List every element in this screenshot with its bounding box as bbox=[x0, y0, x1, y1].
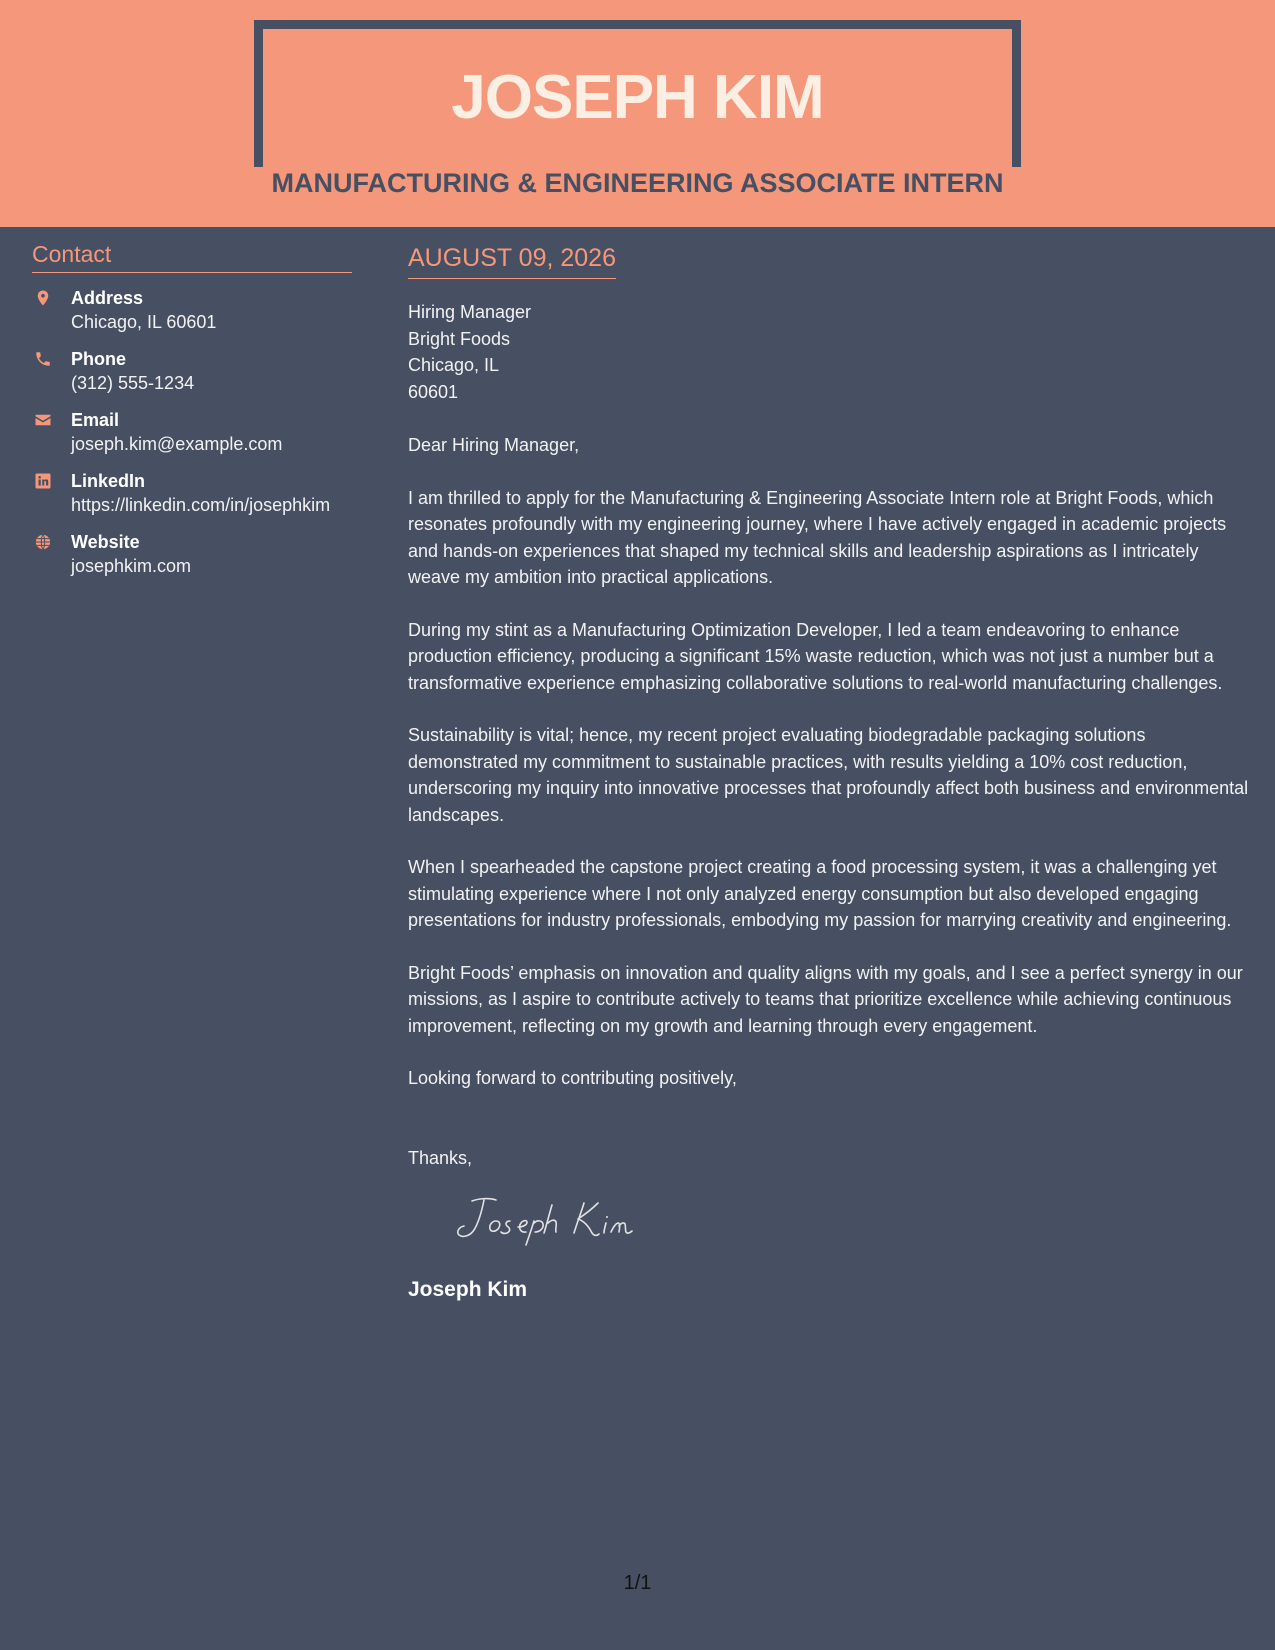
handwritten-signature bbox=[444, 1191, 664, 1247]
salutation: Dear Hiring Manager, bbox=[408, 435, 580, 455]
contact-value: (312) 555-1234 bbox=[71, 373, 195, 393]
map-pin-icon bbox=[34, 289, 52, 307]
closing-line: Looking forward to contributing positively, bbox=[408, 1068, 737, 1088]
recipient-line: Bright Foods bbox=[408, 328, 511, 349]
header-banner bbox=[0, 0, 1275, 227]
contact-linkedin bbox=[32, 469, 352, 517]
contact-value: joseph.kim@example.com bbox=[71, 434, 283, 454]
phone-icon bbox=[34, 350, 52, 368]
contact-email bbox=[32, 408, 352, 456]
page-number: 1/1 bbox=[623, 1572, 652, 1594]
signer-name: Joseph Kim bbox=[408, 1278, 528, 1301]
contact-heading: Contact bbox=[32, 240, 352, 273]
body-paragraph: When I spearheaded the capstone project creating a food processing system, it was a challenging yet stimulating experience where I not only analyzed energy consumption but also developed engaging presentations for industry professionals, embodying my passion for marrying creativity and engineering. bbox=[408, 857, 1232, 930]
applicant-name: JOSEPH KIM bbox=[451, 63, 824, 132]
body-paragraph: I am thrilled to apply for the Manufacturing & Engineering Associate Intern role at Bright Foods, which resonates profoundly with my engineering journey, where I have actively engaged in academic projects and hands-on experiences that shaped my technical skills and leadership aspirations as I intricately weave my ambition into practical applications. bbox=[408, 487, 1227, 587]
contact-value: josephkim.com bbox=[71, 556, 192, 576]
body-paragraph: Bright Foods’ emphasis on innovation and quality aligns with my goals, and I see a perfect synergy in our missions, as I aspire to contribute actively to teams that prioritize excellence while achieving continuous improvement, reflecting on my growth and learning through every engagement. bbox=[408, 962, 1243, 1036]
contact-label: Website bbox=[71, 532, 140, 552]
recipient-line: Chicago, IL bbox=[408, 355, 500, 375]
letter-body bbox=[408, 243, 1253, 1304]
job-title: MANUFACTURING & ENGINEERING ASSOCIATE INTERN bbox=[271, 168, 1004, 198]
contact-value: Chicago, IL 60601 bbox=[71, 312, 217, 332]
thanks-line: Thanks, bbox=[408, 1147, 473, 1168]
envelope-icon bbox=[34, 411, 52, 429]
body-paragraph: During my stint as a Manufacturing Optimization Developer, I led a team endeavoring to enhance production efficiency, producing a significant 15% waste reduction, which was not just a number but a transformative experience emphasizing collaborative solutions to real-world manufacturing challenges. bbox=[408, 619, 1223, 693]
recipient-block bbox=[408, 299, 1253, 405]
contact-website bbox=[32, 530, 352, 578]
recipient-line: 60601 bbox=[408, 381, 459, 402]
contact-label: Email bbox=[71, 410, 120, 430]
contact-label: Phone bbox=[71, 349, 127, 369]
contact-sidebar bbox=[32, 240, 352, 578]
contact-label: Address bbox=[71, 288, 144, 308]
contact-phone bbox=[32, 347, 352, 395]
linkedin-icon bbox=[34, 472, 52, 490]
contact-value: https://linkedin.com/in/josephkim bbox=[71, 495, 331, 515]
contact-label: LinkedIn bbox=[71, 471, 146, 491]
contact-address bbox=[32, 286, 352, 334]
letter-date: AUGUST 09, 2026 bbox=[408, 243, 616, 279]
recipient-line: Hiring Manager bbox=[408, 302, 532, 322]
body-paragraph: Sustainability is vital; hence, my recent project evaluating biodegradable packaging solutions demonstrated my commitment to sustainable practices, with results yielding a 10% cost reduction, underscoring my inquiry into innovative processes that profoundly affect both business and environmental landscapes. bbox=[408, 725, 1249, 825]
globe-icon bbox=[34, 533, 52, 551]
